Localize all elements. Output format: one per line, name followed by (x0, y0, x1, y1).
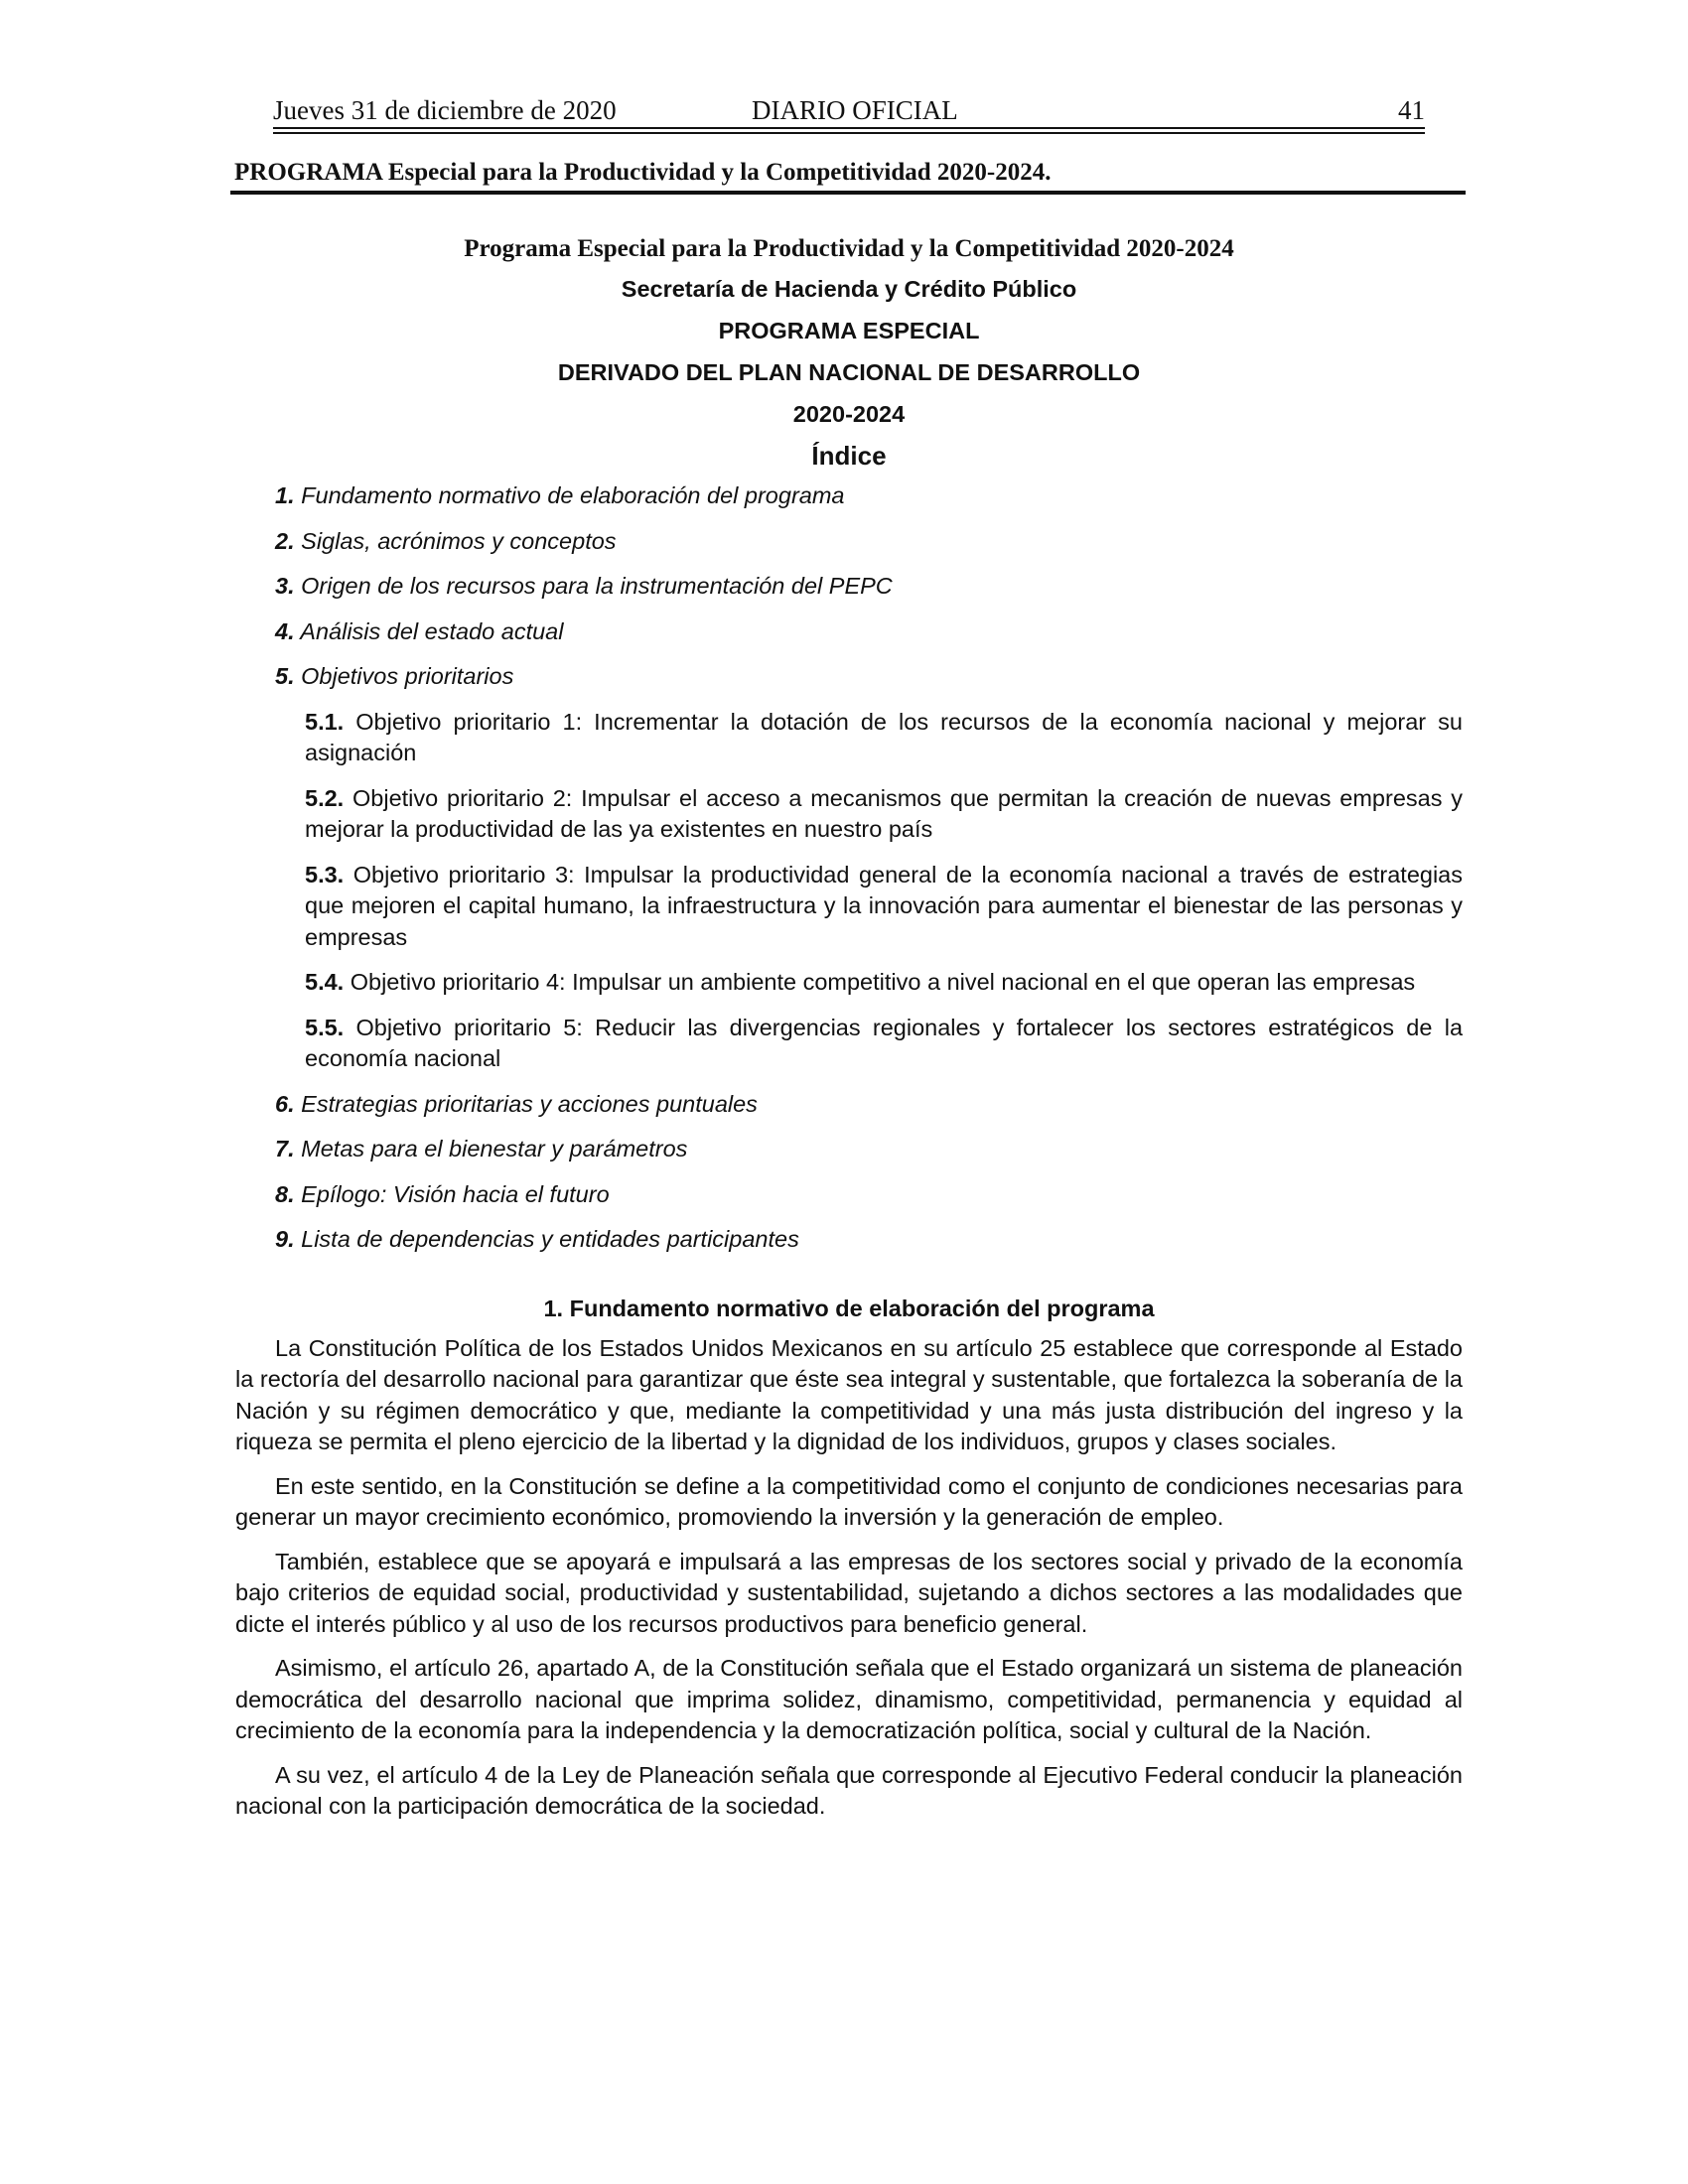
toc-item (235, 1179, 1463, 1211)
toc-number: 5.1. (305, 708, 345, 735)
toc-text: Lista de dependencias y entidades participantes (301, 1226, 799, 1252)
program-years: 2020-2024 (792, 401, 906, 427)
toc-text: Siglas, acrónimos y conceptos (301, 527, 617, 554)
body-paragraph: También, establece que se apoyará e impulsará a las empresas de los sectores social y privado de la economía bajo criterios de equidad social, productividad y sustentabilidad, sujetando a dichos sectores a las modalidades que dicte el interés público y al uso de los recursos productivos para beneficio general. (235, 1548, 1463, 1637)
toc-number: 8. (275, 1180, 295, 1207)
toc-number: 5.4. (305, 969, 345, 995)
toc-subitem (235, 967, 1463, 999)
body-paragraph: A su vez, el artículo 4 de la Ley de Planeación señala que corresponde al Ejecutivo Federal conducir la planeación nacional con la participación democrática de la sociedad. (235, 1761, 1463, 1819)
header-rule-bottom (273, 132, 1425, 134)
toc-text: Origen de los recursos para la instrumentación del PEPC (301, 573, 893, 599)
toc-item (235, 1224, 1463, 1256)
toc-item (235, 1134, 1463, 1165)
toc-number: 5.2. (305, 784, 345, 811)
agency-title: Secretaría de Hacienda y Crédito Público (621, 276, 1077, 302)
toc-text: Análisis del estado actual (300, 617, 564, 644)
toc-number: 1. (275, 482, 295, 508)
running-header (273, 95, 1425, 135)
toc-number: 7. (275, 1136, 295, 1161)
toc-item (235, 1089, 1463, 1121)
toc-subitem (235, 860, 1463, 954)
toc-subitem (235, 783, 1463, 846)
document-body (235, 234, 1463, 1836)
toc-text: Objetivo prioritario 4: Impulsar un ambiente competitivo a nivel nacional en el que operan las empresas (350, 969, 1416, 995)
index-heading: Índice (811, 441, 887, 471)
section-heading: PROGRAMA Especial para la Productividad y la Competitividad 2020-2024. (234, 159, 1052, 186)
program-type: PROGRAMA ESPECIAL (718, 318, 980, 343)
toc-item (235, 616, 1463, 648)
toc-text: Estrategias prioritarias y acciones puntuales (301, 1090, 758, 1117)
toc-number: 4. (275, 617, 295, 644)
toc-text: Objetivo prioritario 5: Reducir las divergencias regionales y fortalecer los sectores estratégicos de la economía nacional (305, 1014, 1464, 1071)
toc-item (235, 571, 1463, 603)
toc-text: Epílogo: Visión hacia el futuro (301, 1180, 610, 1207)
section-1-heading: 1. Fundamento normativo de elaboración del programa (543, 1295, 1155, 1321)
header-rule-top (273, 127, 1425, 129)
toc-number: 9. (275, 1226, 295, 1252)
toc-text: Objetivo prioritario 2: Impulsar el acceso a mecanismos que permitan la creación de nuevas empresas y mejorar la productividad de las ya existentes en nuestro país (305, 784, 1464, 842)
header-date: Jueves 31 de diciembre de 2020 (273, 95, 617, 125)
toc-number: 5.3. (305, 861, 345, 887)
toc-number: 6. (275, 1090, 295, 1117)
toc-text: Objetivo prioritario 1: Incrementar la dotación de los recursos de la economía nacional y mejorar su asignación (305, 708, 1464, 765)
toc-number: 5. (275, 663, 295, 689)
toc-subitem (235, 707, 1463, 769)
toc-text: Fundamento normativo de elaboración del programa (301, 482, 845, 508)
toc-text: Objetivo prioritario 3: Impulsar la productividad general de la economía nacional a través de estrategias que mejoren el capital humano, la infraestructura y la innovación para aumentar el bienestar de las personas y empresas (305, 861, 1463, 950)
derived-title: DERIVADO DEL PLAN NACIONAL DE DESARROLLO (557, 359, 1141, 385)
header-page-number: 41 (1398, 95, 1425, 125)
program-title: Programa Especial para la Productividad y la Competitividad 2020-2024 (464, 235, 1234, 262)
body-paragraph: La Constitución Política de los Estados Unidos Mexicanos en su artículo 25 establece que corresponde al Estado la rectoría del desarrollo nacional para garantizar que éste sea integral y sustentable, que fortalezca la soberanía de la Nación y su régimen democrático y que, mediante la competitividad y una más justa distribución del ingreso y la riqueza se permita el pleno ejercicio de la libertad y la dignidad de los individuos, grupos y clases sociales. (235, 1334, 1463, 1454)
header-publication: DIARIO OFICIAL (752, 95, 958, 125)
section-rule (230, 191, 1466, 195)
toc-text: Metas para el bienestar y parámetros (301, 1136, 688, 1161)
body-paragraph: Asimismo, el artículo 26, apartado A, de la Constitución señala que el Estado organizará un sistema de planeación democrática del desarrollo nacional que imprima solidez, dinamismo, competitividad, permanencia y equidad al crecimiento de la economía para la independencia y la democratización política, social y cultural de la Nación. (235, 1655, 1463, 1743)
toc-text: Objetivos prioritarios (301, 663, 514, 689)
toc-number: 2. (275, 527, 295, 554)
toc-subitem (235, 1013, 1463, 1075)
toc-number: 5.5. (305, 1014, 345, 1040)
toc-item (235, 526, 1463, 558)
toc-item (235, 661, 1463, 693)
toc-item (235, 480, 1463, 512)
table-of-contents (235, 480, 1463, 1256)
toc-number: 3. (275, 573, 295, 599)
body-paragraph: En este sentido, en la Constitución se define a la competitividad como el conjunto de condiciones necesarias para generar un mayor crecimiento económico, promoviendo la inversión y la generación de empleo. (235, 1472, 1463, 1530)
